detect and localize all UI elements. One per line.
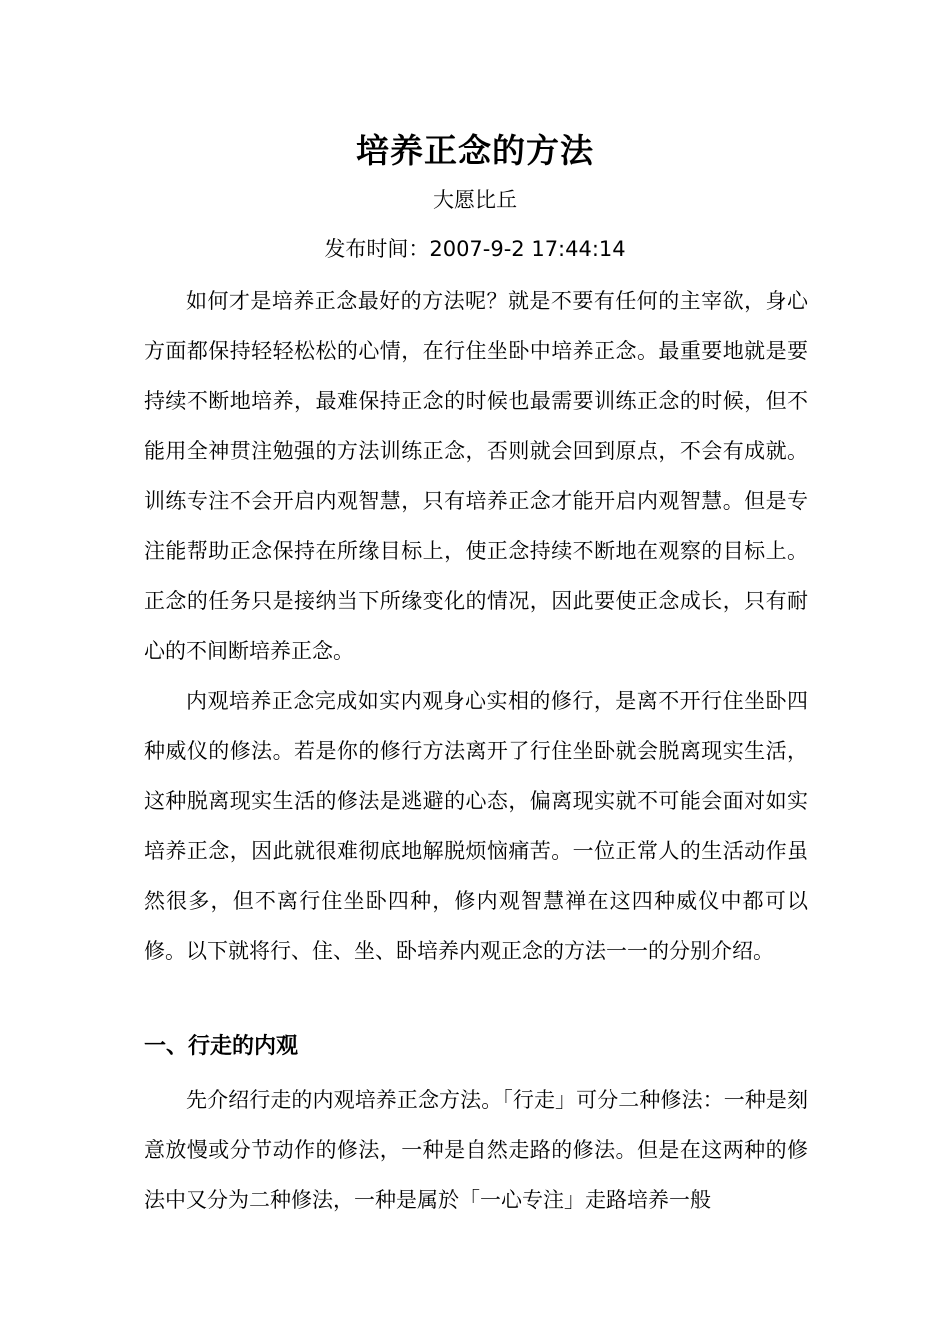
paragraph-1: 如何才是培养正念最好的方法呢？就是不要有任何的主宰欲，身心方面都保持轻轻松松的心情，在行住坐卧中培养正念。最重要地就是要持续不断地培养，最难保持正念的时候也最需要训练正念的时候，但不能用全神贯注勉强的方法训练正念，否则就会回到原点，不会有成就。训练专注不会开启内观智慧，只有培养正念才能开启内观智慧。但是专注能帮助正念保持在所缘目标上，使正念持续不断地在观察的目标上。正念的任务只是接纳当下所缘变化的情况，因此要使正念成长，只有耐心的不间断培养正念。 — [144, 289, 808, 663]
section-heading: 一、行走的内观 — [144, 1034, 299, 1059]
paragraph-2: 内观培养正念完成如实内观身心实相的修行，是离不开行住坐卧四种威仪的修法。若是你的修行方法离开了行住坐卧就会脱离现实生活，这种脱离现实生活的修法是逃避的心态，偏离现实就不可能会面对如实培养正念，因此就很难彻底地解脱烦恼痛苦。一位正常人的生活动作虽然很多，但不离行住坐卧四种，修内观智慧禅在这四种威仪中都可以修。以下就将行、住、坐、卧培养内观正念的方法一一的分别介绍。 — [144, 689, 808, 963]
publish-date: 发布时间：2007-9-2 17:44:14 — [324, 237, 626, 261]
document-title: 培养正念的方法 — [356, 131, 594, 170]
author-name: 大愿比丘 — [433, 188, 517, 212]
section-paragraph: 先介绍行走的内观培养正念方法。「行走」可分二种修法：一种是刻意放慢或分节动作的修法，一种是自然走路的修法。但是在这两种的修法中又分为二种修法，一种是属於「一心专注」走路培养一般 — [144, 1088, 808, 1212]
